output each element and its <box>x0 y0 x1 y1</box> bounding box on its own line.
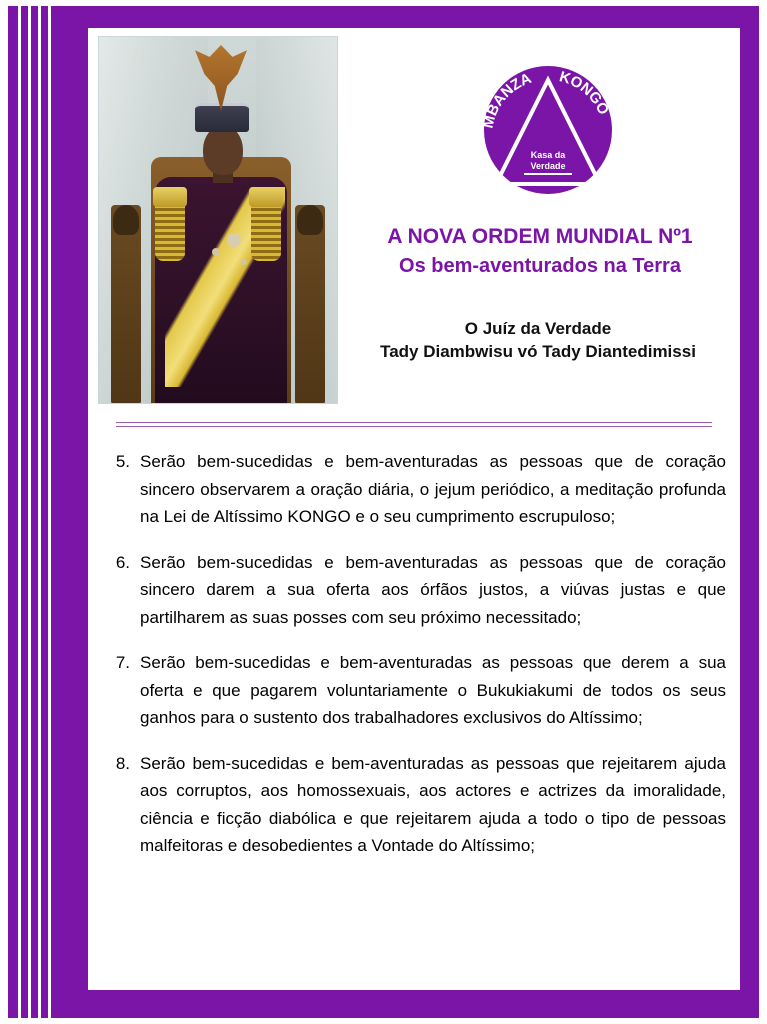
portrait-epaulette-left <box>153 187 187 207</box>
frame-stripe-1 <box>18 6 21 1018</box>
portrait-photo <box>98 36 338 404</box>
subtitle-line-1: O Juíz da Verdade <box>464 319 612 338</box>
document-subtitle <box>338 318 738 364</box>
document-sheet <box>88 28 740 990</box>
portrait-fringe-right <box>251 205 281 261</box>
frame-stripe-2 <box>28 6 31 1018</box>
numbered-list <box>106 448 726 878</box>
list-item-number: 5. <box>115 452 130 471</box>
header-divider <box>116 422 712 427</box>
portrait-epaulette-right <box>249 187 283 207</box>
list-item <box>106 549 726 632</box>
list-item-number: 6. <box>115 552 130 572</box>
portrait-crown <box>195 103 249 132</box>
svg-text:Kasa da: Kasa da <box>530 150 566 160</box>
svg-text:MBANZA: MBANZA <box>479 69 534 130</box>
portrait-face <box>203 125 243 175</box>
svg-text:Verdade: Verdade <box>530 161 566 171</box>
frame-stripe-3 <box>38 6 41 1018</box>
portrait-fringe-left <box>155 205 185 261</box>
portrait-ornament-left <box>113 205 139 235</box>
list-item-text: Serão bem-sucedidas e bem-aventuradas as pessoas que de coração sincero observarem a oração diária, o jejum periódico, a meditação profunda na Lei de Altíssimo KONGO e o seu cumprimento escrupuloso; <box>140 452 726 527</box>
list-item-text: Serão bem-sucedidas e bem-aventuradas as pessoas que derem a sua oferta e que pagarem voluntariamente o Bukukiakumi de todos os seus ganhos para o sustento dos trabalhadores exclusivos do Altíssimo; <box>140 653 726 728</box>
frame-stripe-4 <box>48 6 51 1018</box>
list-item <box>106 448 726 531</box>
title-line-1: A NOVA ORDEM MUNDIAL Nº1 <box>387 225 693 248</box>
document-title <box>350 224 730 279</box>
mbanza-kongo-logo <box>468 50 628 210</box>
list-item-text: Serão bem-sucedidas e bem-aventuradas as pessoas que de coração sincero darem a sua oferta aos órfãos justos, a viúvas justas e que partilharem as suas posses com seu próximo necessitado; <box>140 552 726 627</box>
list-item-text: Serão bem-sucedidas e bem-aventuradas as pessoas que rejeitarem ajuda aos corruptos, aos homossexuais, aos actores e actrizes da imoralidade, ciência e ficção diabólica e que rejeitarem ajuda a todo o tipo de pessoas malfeitoras e desobedientes a Vontade do Altíssimo; <box>140 753 726 856</box>
svg-text:KONGO: KONGO <box>557 68 613 118</box>
list-item <box>106 750 726 860</box>
title-line-2: Os bem-aventurados na Terra <box>399 255 681 278</box>
list-item-number: 8. <box>115 753 130 773</box>
portrait-medals <box>227 233 241 247</box>
list-item <box>106 649 726 732</box>
list-item-number: 7. <box>115 653 130 673</box>
document-header <box>88 28 740 410</box>
subtitle-line-2: Tady Diambwisu vó Tady Diantedimissi <box>380 341 696 361</box>
portrait-ornament-right <box>297 205 323 235</box>
